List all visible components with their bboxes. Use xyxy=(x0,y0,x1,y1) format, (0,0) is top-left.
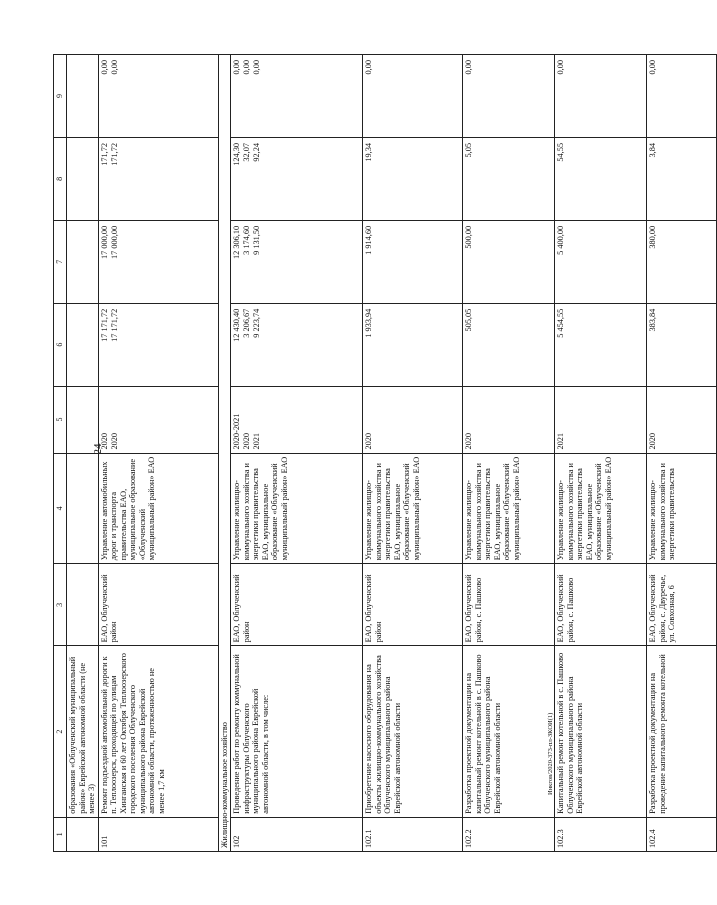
row-c7 xyxy=(231,220,363,303)
table-row xyxy=(363,55,463,852)
row-c6 xyxy=(231,303,363,386)
value-line: 0,00 xyxy=(364,60,374,75)
value-line: 5 400,00 xyxy=(556,225,566,255)
row-year xyxy=(98,386,218,453)
value-line: 0,00 xyxy=(648,60,658,75)
row-name: Разработка проектной документации на проведение капитального ремонта котельной xyxy=(647,646,717,817)
row-c9 xyxy=(555,55,647,138)
row-place: ЕАО, Облученский район xyxy=(98,564,218,646)
row-name: Разработка проектной документации на капитальный ремонт котельной в с. Пашково Облученского муниципального района Еврейской автономной области xyxy=(463,646,555,817)
value-line: 2021 xyxy=(252,432,262,450)
value-line: 3,84 xyxy=(648,142,658,158)
value-line: 12 430,40 xyxy=(232,308,242,342)
value-line: 17 171,72 xyxy=(109,308,119,342)
row-year xyxy=(231,386,363,453)
value-line: 1 914,60 xyxy=(364,225,374,255)
value-line: 17 171,72 xyxy=(99,308,109,342)
value-line: 9 131,50 xyxy=(252,225,262,255)
value-line: 54,55 xyxy=(556,142,566,162)
value-line: 2020 xyxy=(464,432,474,450)
row-c8 xyxy=(98,137,218,220)
value-line: 0,00 xyxy=(556,60,566,75)
row-c7 xyxy=(463,220,555,303)
row-year xyxy=(363,386,463,453)
value-line: 2020-2021 xyxy=(232,413,242,450)
table-row xyxy=(231,55,363,852)
row-c6 xyxy=(363,303,463,386)
row-place: ЕАО, Облученский район xyxy=(231,564,363,646)
table-row xyxy=(98,55,218,852)
header-cell: 4 xyxy=(54,453,67,564)
value-line: 500,00 xyxy=(464,225,474,249)
document-code: Инкгов/2020-373-пл-ЗКОИ(1) xyxy=(547,712,554,795)
row-executor: Управление жилищно-коммунального хозяйства и энергетики правительства ЕАО, муниципальное образование «Облученский муниципальный район» ЕАО xyxy=(363,453,463,564)
row-c6 xyxy=(463,303,555,386)
value-line: 0,00 xyxy=(242,60,252,75)
value-line: 2020 xyxy=(364,432,374,450)
row-number: 102.3 xyxy=(555,817,647,851)
continuation-text: образования «Облученский муниципальный район» Еврейской автономной области (не менее 3) xyxy=(67,646,99,817)
header-cell: 1 xyxy=(54,817,67,851)
value-line: 3 174,60 xyxy=(242,225,252,255)
row-c9 xyxy=(647,55,717,138)
value-line: 2020 xyxy=(99,432,109,450)
row-c9 xyxy=(363,55,463,138)
row-number: 102.4 xyxy=(647,817,717,851)
rotated-table-wrapper xyxy=(53,54,677,852)
row-executor: Управление жилищно-коммунального хозяйства и энергетики правительства ЕАО, муниципальное образование «Облученский муниципальный район» ЕАО xyxy=(463,453,555,564)
value-line: 0,00 xyxy=(252,60,262,75)
program-table xyxy=(53,54,717,852)
row-place: ЕАО, Облученский район, с. Двуречье, ул. Совхозная, 6 xyxy=(647,564,717,646)
header-row xyxy=(54,55,67,852)
row-c7 xyxy=(647,220,717,303)
value-line: 2020 xyxy=(648,432,658,450)
row-name: Ремонт подъездной автомобильной дороги к п. Теплоозерск, проходящей по улицам Хинганская и 60 лет Октября Теплоозерского городского поселения Облученского муниципального района Еврейской автономной области, протяженностью не менее 1,7 км xyxy=(98,646,218,817)
header-cell: 8 xyxy=(54,137,67,220)
row-place: ЕАО, Облученский район xyxy=(363,564,463,646)
header-cell: 9 xyxy=(54,55,67,138)
header-cell: 3 xyxy=(54,564,67,646)
row-number: 102.1 xyxy=(363,817,463,851)
value-line: 2020 xyxy=(242,432,252,450)
value-line: 171,72 xyxy=(109,142,119,166)
value-line: 92,24 xyxy=(252,142,262,162)
header-cell: 5 xyxy=(54,386,67,453)
value-line: 0,00 xyxy=(464,60,474,75)
value-line: 9 223,74 xyxy=(252,308,262,338)
row-c8 xyxy=(647,137,717,220)
value-line: 124,30 xyxy=(232,142,242,166)
row-year xyxy=(555,386,647,453)
row-name: Приобретение насосного оборудования на объекты жилищно-коммунального хозяйства Облученского муниципального района Еврейской автономной области xyxy=(363,646,463,817)
row-c6 xyxy=(98,303,218,386)
row-year xyxy=(463,386,555,453)
value-line: 0,00 xyxy=(109,60,119,75)
row-name: Проведение работ по ремонту коммунальной инфраструктуры Облученского муниципального района Еврейской автономной области, в том числе: xyxy=(231,646,363,817)
value-line: 171,72 xyxy=(99,142,109,166)
row-c9 xyxy=(98,55,218,138)
row-c8 xyxy=(231,137,363,220)
value-line: 3 206,67 xyxy=(242,308,252,338)
value-line: 17 000,00 xyxy=(109,225,119,260)
value-line: 19,34 xyxy=(364,142,374,162)
value-line: 2020 xyxy=(109,432,119,450)
value-line: 17 000,00 xyxy=(99,225,109,260)
row-executor: Управление жилищно-коммунального хозяйства и энергетики правительства ЕАО, муниципальное образование «Облученский муниципальный район» ЕАО xyxy=(231,453,363,564)
row-c9 xyxy=(463,55,555,138)
section-title: Жилищно-коммунальное хозяйство xyxy=(218,55,231,852)
row-number: 101 xyxy=(98,817,218,851)
row-year xyxy=(647,386,717,453)
row-number: 102 xyxy=(231,817,363,851)
row-place: ЕАО, Облученский район, с. Пашково xyxy=(463,564,555,646)
value-line: 383,84 xyxy=(648,308,658,332)
row-executor: Управление автомобильных дорог и транспорта правительства ЕАО, муниципальное образование «Облученский муниципальный район» ЕАО xyxy=(98,453,218,564)
section-row xyxy=(218,55,231,852)
row-c7 xyxy=(555,220,647,303)
row-c8 xyxy=(363,137,463,220)
header-cell: 2 xyxy=(54,646,67,817)
value-line: 1 933,94 xyxy=(364,308,374,338)
table-row xyxy=(463,55,555,852)
continuation-row xyxy=(67,55,99,852)
row-executor: Управление жилищно-коммунального хозяйства и энергетики правительства xyxy=(647,453,717,564)
row-c8 xyxy=(555,137,647,220)
value-line: 32,07 xyxy=(242,142,252,162)
value-line: 5 454,55 xyxy=(556,308,566,338)
row-c7 xyxy=(363,220,463,303)
row-c8 xyxy=(463,137,555,220)
table-row xyxy=(555,55,647,852)
header-cell: 7 xyxy=(54,220,67,303)
row-c6 xyxy=(647,303,717,386)
value-line: 380,00 xyxy=(648,225,658,249)
row-c7 xyxy=(98,220,218,303)
page-number: 24 xyxy=(92,443,104,455)
value-line: 0,00 xyxy=(99,60,109,75)
row-name: Капитальный ремонт котельной в с. Пашково Облученского муниципального района Еврейской автономной области xyxy=(555,646,647,817)
value-line: 2021 xyxy=(556,432,566,450)
value-line: 505,05 xyxy=(464,308,474,332)
value-line: 12 306,10 xyxy=(232,225,242,260)
row-c6 xyxy=(555,303,647,386)
row-executor: Управление жилищно-коммунального хозяйства и энергетики правительства ЕАО, муниципальное образование «Облученский муниципальный район» ЕАО xyxy=(555,453,647,564)
value-line: 5,05 xyxy=(464,142,474,158)
header-cell: 6 xyxy=(54,303,67,386)
row-number: 102.2 xyxy=(463,817,555,851)
table-row xyxy=(647,55,717,852)
row-c9 xyxy=(231,55,363,138)
value-line: 0,00 xyxy=(232,60,242,75)
row-place: ЕАО, Облученский район, с. Пашково xyxy=(555,564,647,646)
